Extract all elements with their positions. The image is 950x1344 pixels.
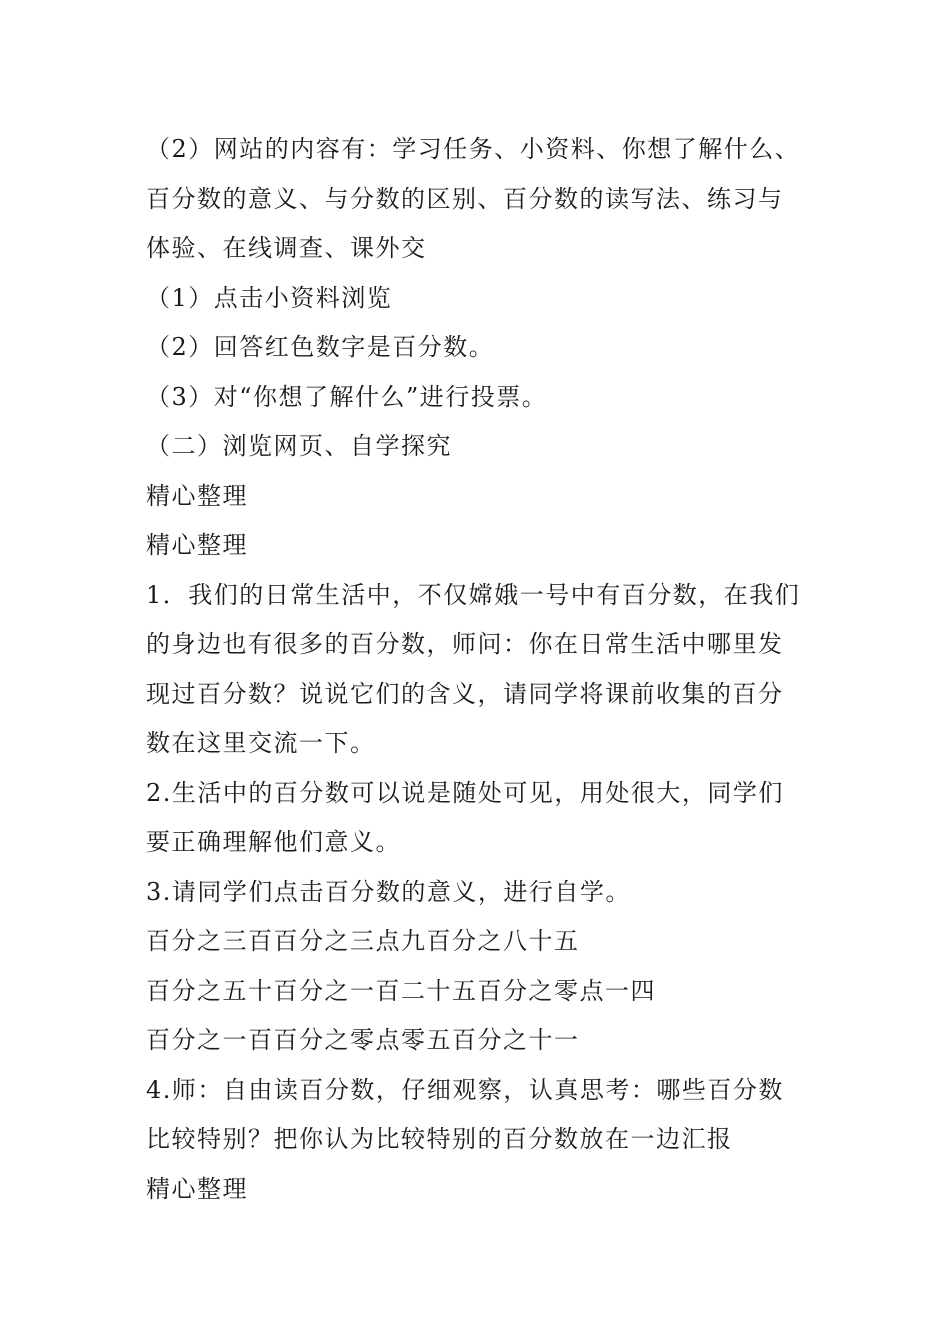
text-line-percent-list: 百分之三百百分之三点九百分之八十五 xyxy=(146,927,580,955)
text-line-step-1: （1）点击小资料浏览 xyxy=(146,283,393,312)
watermark-text: 精心整理 xyxy=(146,1174,248,1203)
text-line-step-2: （2）回答红色数字是百分数。 xyxy=(146,333,495,361)
watermark-text: 精心整理 xyxy=(146,531,248,559)
text-line-website-content-end: 体验、在线调查、课外交 xyxy=(146,234,427,262)
text-line-item-1-cont: 的身边也有很多的百分数，师问：你在日常生活中哪里发 xyxy=(146,630,784,658)
text-line-item-1-end: 数在这里交流一下。 xyxy=(146,729,376,757)
text-line-website-content: （2）网站的内容有：学习任务、小资料、你想了解什么、 xyxy=(146,135,801,163)
text-line-item-1-cont: 现过百分数？说说它们的含义，请同学将课前收集的百分 xyxy=(146,679,784,708)
text-line-item-4: 4.师：自由读百分数，仔细观察，认真思考：哪些百分数 xyxy=(146,1075,784,1104)
text-line-item-1: 1．我们的日常生活中，不仅嫦娥一号中有百分数，在我们 xyxy=(146,580,801,609)
text-line-website-content-cont: 百分数的意义、与分数的区别、百分数的读写法、练习与 xyxy=(146,184,784,213)
text-line-item-3: 3.请同学们点击百分数的意义，进行自学。 xyxy=(146,877,631,906)
text-line-step-3: （3）对“你想了解什么”进行投票。 xyxy=(146,382,548,411)
watermark-text: 精心整理 xyxy=(146,481,248,510)
text-line-item-4-end: 比较特别？把你认为比较特别的百分数放在一边汇报 xyxy=(146,1125,733,1153)
text-line-percent-list: 百分之一百百分之零点零五百分之十一 xyxy=(146,1026,580,1054)
text-line-item-2-end: 要正确理解他们意义。 xyxy=(146,828,401,856)
text-line-item-2: 2.生活中的百分数可以说是随处可见，用处很大，同学们 xyxy=(146,778,784,807)
document-body xyxy=(146,125,816,1214)
text-line-percent-list: 百分之五十百分之一百二十五百分之零点一四 xyxy=(146,976,656,1005)
section-heading-browse: （二）浏览网页、自学探究 xyxy=(146,432,452,460)
